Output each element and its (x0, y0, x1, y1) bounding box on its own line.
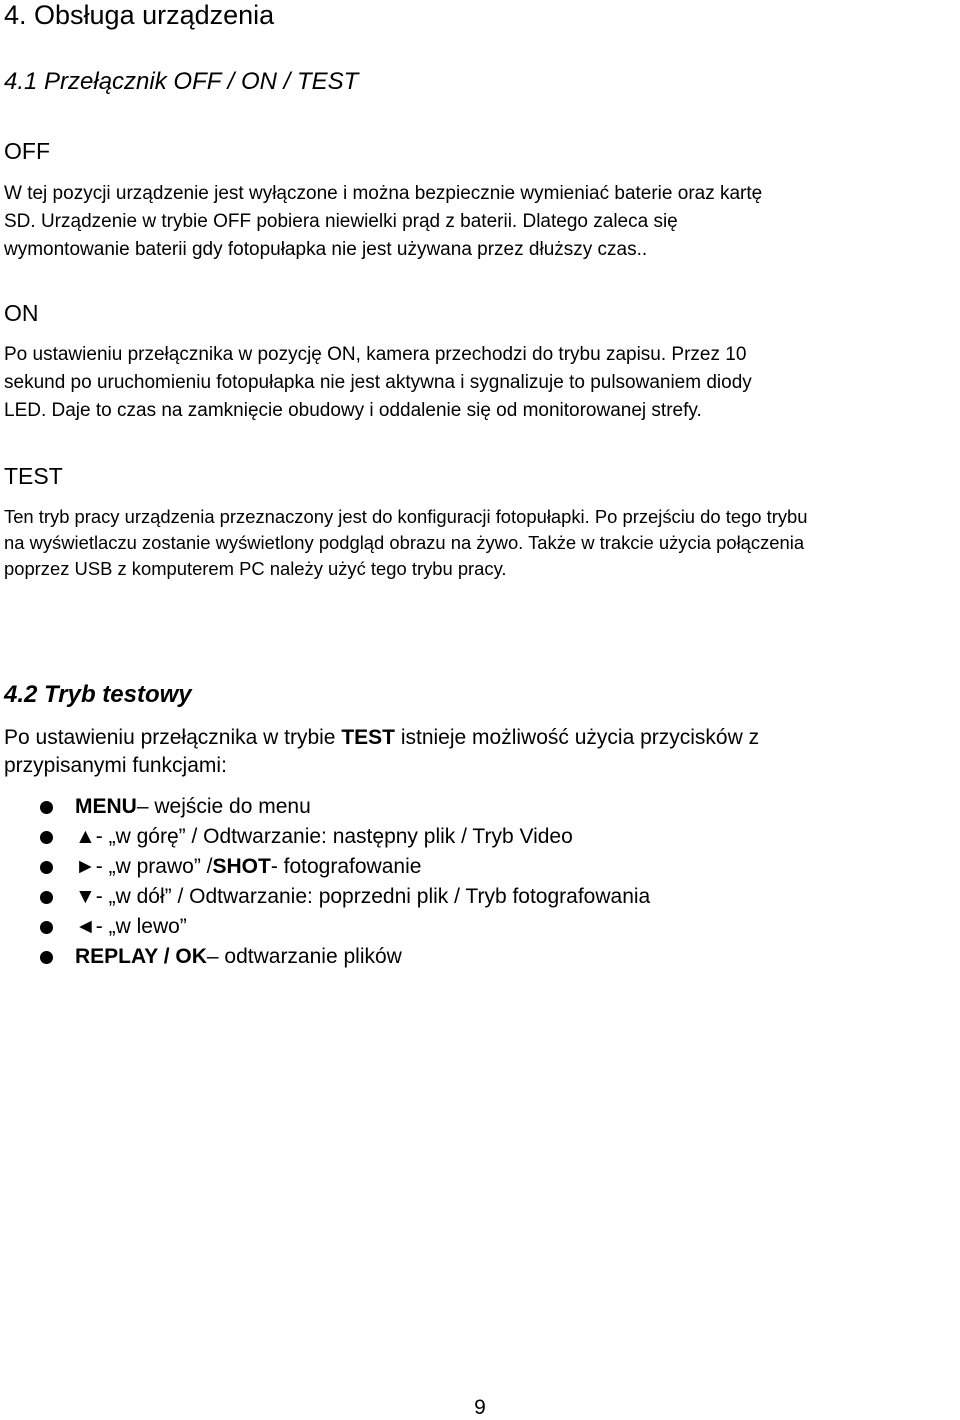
bullet-icon (40, 801, 53, 814)
button-key: MENU (75, 795, 137, 818)
on-heading: ON (4, 300, 39, 326)
test-heading: TEST (4, 463, 63, 489)
intro-line-2: przypisanymi funkcjami: (4, 754, 227, 777)
button-description: - „w prawo” / (95, 855, 213, 878)
button-description: – odtwarzanie plików (206, 945, 402, 968)
page-number: 9 (474, 1396, 486, 1419)
button-list-item (40, 912, 650, 942)
right-arrow-icon: ► (75, 855, 96, 878)
intro-text: Po ustawieniu przełącznika w trybie (4, 726, 342, 749)
test-line: Ten tryb pracy urządzenia przeznaczony jest do konfiguracji fotopułapki. Po przejściu do tego trybu (4, 506, 808, 527)
on-paragraph (4, 341, 960, 425)
up-arrow-icon: ▲ (75, 825, 96, 848)
test-paragraph (4, 504, 960, 582)
left-arrow-icon: ◄ (75, 915, 96, 938)
section-4-2-intro (4, 724, 960, 780)
button-list-item (40, 822, 650, 852)
button-description: - „w dół” / Odtwarzanie: poprzedni plik / Tryb fotografowania (95, 885, 651, 908)
intro-text: istnieje możliwość użycia przycisków z (395, 726, 760, 749)
test-line: na wyświetlaczu zostanie wyświetlony podgląd obrazu na żywo. Także w trakcie użycia połączenia (4, 532, 805, 553)
button-key-shot: SHOT (212, 855, 271, 878)
button-list-item (40, 882, 650, 912)
down-arrow-icon: ▼ (75, 885, 96, 908)
off-heading: OFF (4, 138, 50, 164)
section-4-2-title-text: Tryb testowy (37, 681, 192, 708)
button-list-item (40, 852, 650, 882)
section-4-1-title: 4.1 Przełącznik OFF / ON / TEST (4, 68, 359, 95)
bullet-icon (40, 831, 53, 844)
section-4-title: 4. Obsługa urządzenia (4, 0, 275, 30)
button-key: REPLAY / OK (75, 945, 207, 968)
button-description: - „w lewo” (95, 915, 187, 938)
on-line: Po ustawieniu przełącznika w pozycję ON, kamera przechodzi do trybu zapisu. Przez 10 (4, 344, 747, 365)
button-list-item (40, 942, 650, 972)
bullet-icon (40, 891, 53, 904)
off-paragraph (4, 180, 960, 264)
off-line: W tej pozycji urządzenie jest wyłączone i można bezpiecznie wymieniać baterie oraz kartę (4, 183, 763, 204)
test-line: poprzez USB z komputerem PC należy użyć tego trybu pracy. (4, 558, 507, 579)
off-line: SD. Urządzenie w trybie OFF pobiera niewielki prąd z baterii. Dlatego zaleca się (4, 211, 678, 232)
on-line: LED. Daje to czas na zamknięcie obudowy i oddalenie się od monitorowanej strefy. (4, 400, 702, 421)
bullet-icon (40, 921, 53, 934)
button-description: – wejście do menu (136, 795, 311, 818)
intro-line-1 (4, 724, 960, 752)
off-line: wymontowanie baterii gdy fotopułapka nie jest używana przez dłuższy czas.. (4, 239, 648, 260)
button-description: - „w górę” / Odtwarzanie: następny plik / Tryb Video (95, 825, 573, 848)
button-list (40, 792, 650, 972)
button-description: - fotografowanie (270, 855, 422, 878)
bullet-icon (40, 861, 53, 874)
section-4-2-title (4, 681, 192, 709)
bullet-icon (40, 951, 53, 964)
button-list-item (40, 792, 650, 822)
on-line: sekund po uruchomieniu fotopułapka nie jest aktywna i sygnalizuje to pulsowaniem diody (4, 372, 752, 393)
section-4-2-number: 4.2 (4, 681, 38, 708)
intro-key-test: TEST (341, 726, 395, 749)
